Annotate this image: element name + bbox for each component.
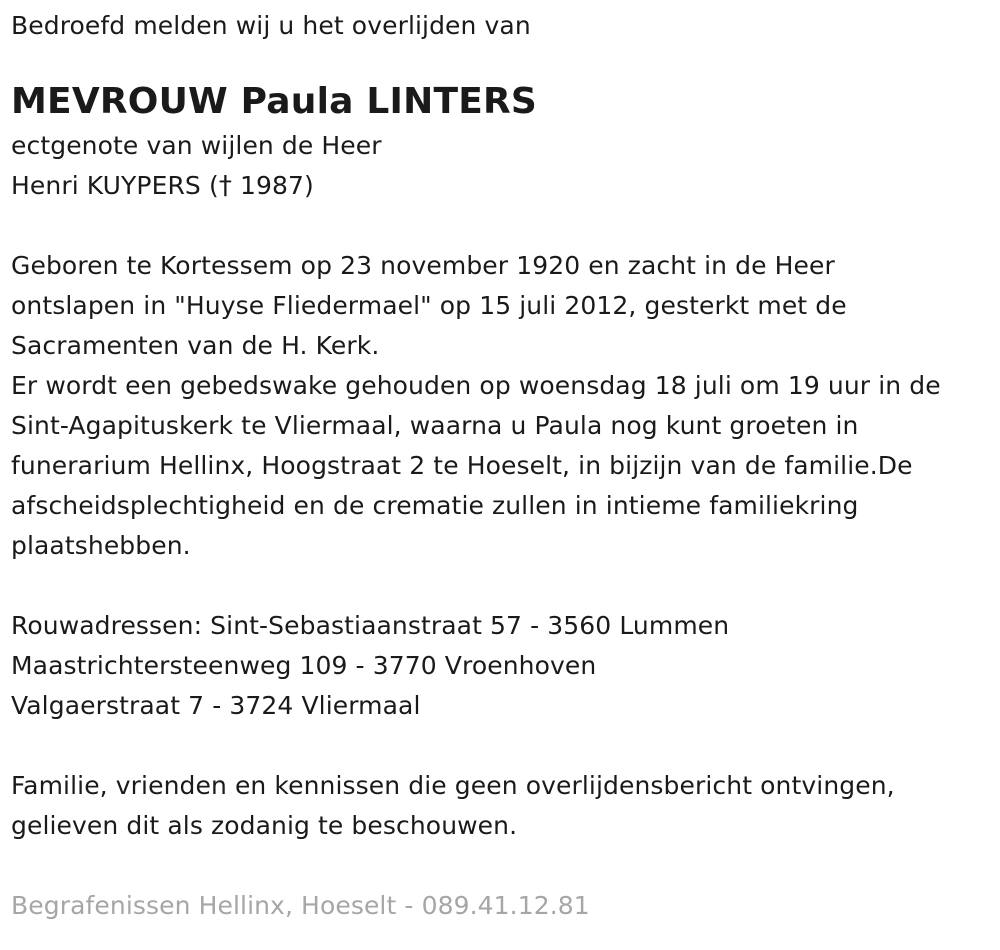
body-paragraph — [11, 246, 996, 566]
spouse-block — [11, 126, 996, 206]
mourning-addresses — [11, 606, 996, 726]
address-line: Maastrichtersteenweg 109 - 3770 Vroenhoven — [11, 651, 597, 680]
spouse-name-line — [11, 166, 996, 206]
spacer — [11, 726, 996, 766]
body-line: plaatshebben. — [11, 531, 191, 560]
cross-icon: † — [218, 171, 232, 201]
spouse-name: Henri KUYPERS ( — [11, 171, 219, 200]
body-line: Er wordt een gebedswake gehouden op woensdag 18 juli om 19 uur in de — [11, 371, 941, 400]
body-line: ontslapen in "Huyse Fliedermael" op 15 juli 2012, gesterkt met de — [11, 291, 847, 320]
body-line: Sint-Agapituskerk te Vliermaal, waarna u Paula nog kunt groeten in — [11, 411, 859, 440]
spouse-relation: ectgenote van wijlen de Heer — [11, 131, 382, 160]
deceased-name: MEVROUW Paula LINTERS — [11, 81, 538, 122]
body-line: Sacramenten van de H. Kerk. — [11, 331, 380, 360]
address-line: Valgaerstraat 7 - 3724 Vliermaal — [11, 691, 421, 720]
closing-paragraph — [11, 766, 996, 846]
body-line: funerarium Hellinx, Hoogstraat 2 te Hoeselt, in bijzijn van de familie.De — [11, 451, 913, 480]
closing-line: gelieven dit als zodanig te beschouwen. — [11, 811, 518, 840]
funeral-home-footer: Begrafenissen Hellinx, Hoeselt - 089.41.12.81 — [11, 891, 590, 920]
spacer — [11, 846, 996, 886]
intro-text: Bedroefd melden wij u het overlijden van — [11, 11, 531, 40]
death-notice — [11, 0, 996, 926]
spacer — [11, 206, 996, 246]
closing-line: Familie, vrienden en kennissen die geen overlijdensbericht ontvingen, — [11, 771, 895, 800]
body-line: afscheidsplechtigheid en de crematie zullen in intieme familiekring — [11, 491, 859, 520]
spacer — [11, 566, 996, 606]
body-line: Geboren te Kortessem op 23 november 1920 en zacht in de Heer — [11, 251, 835, 280]
spouse-death-year: 1987) — [231, 171, 314, 200]
address-line: Rouwadressen: Sint-Sebastiaanstraat 57 - 3560 Lummen — [11, 611, 730, 640]
